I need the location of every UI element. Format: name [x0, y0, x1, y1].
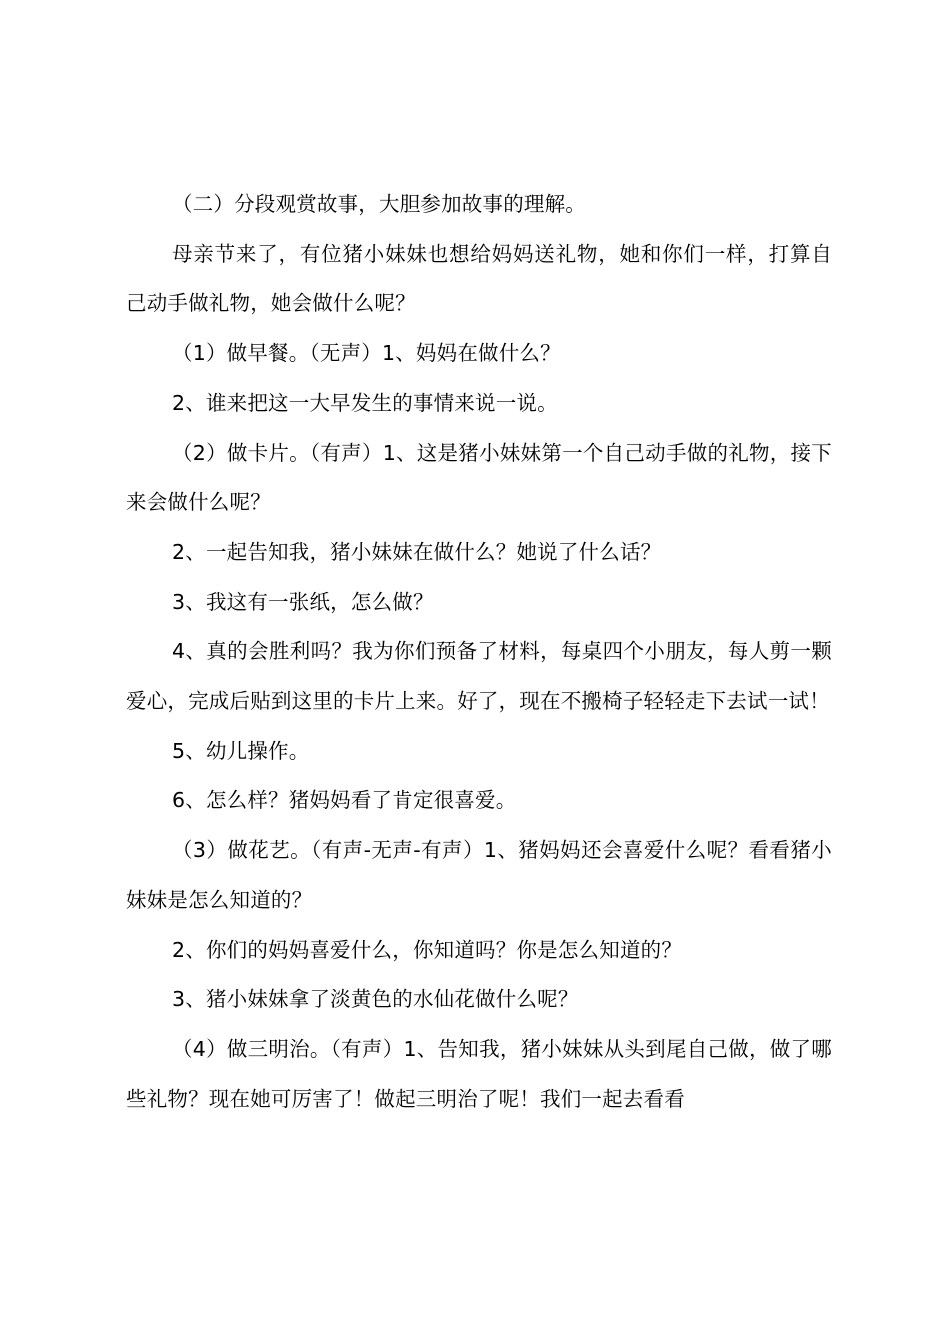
step-card-q4: 4、真的会胜利吗？我为你们预备了材料，每桌四个小朋友，每人剪一颗爱心，完成后贴到这里的卡片上来。好了，现在不搬椅子轻轻走下去试一试！	[126, 639, 832, 714]
step-card-q5: 5、幼儿操作。	[172, 738, 310, 763]
step-breakfast: （1）做早餐。（无声）1、妈妈在做什么？	[172, 341, 561, 366]
step-flower-q2: 2、你们的妈妈喜爱什么，你知道吗？你是怎么知道的？	[172, 937, 683, 962]
paragraph-intro: 母亲节来了，有位猪小妹妹也想给妈妈送礼物，她和你们一样，打算自己动手做礼物，她会做什么呢？	[126, 241, 832, 316]
step-flower-q3: 3、猪小妹妹拿了淡黄色的水仙花做什么呢？	[172, 987, 579, 1012]
step-card: （2）做卡片。（有声）1、这是猪小妹妹第一个自己动手做的礼物，接下来会做什么呢？	[126, 440, 832, 515]
step-card-q2: 2、一起告知我，猪小妹妹在做什么？她说了什么话？	[172, 539, 662, 564]
section-heading: （二）分段观赏故事，大胆参加故事的理解。	[172, 192, 586, 216]
step-breakfast-q2: 2、谁来把这一大早发生的事情来说一说。	[172, 390, 558, 415]
document-body	[126, 180, 832, 1124]
step-card-q3: 3、我这有一张纸，怎么做？	[172, 589, 434, 614]
step-sandwich: （4）做三明治。（有声）1、告知我，猪小妹妹从头到尾自己做，做了哪些礼物？现在她可厉害了！做起三明治了呢！我们一起去看看	[126, 1036, 832, 1111]
step-card-q6: 6、怎么样？猪妈妈看了肯定很喜爱。	[172, 788, 517, 813]
step-flower: （3）做花艺。（有声-无声-有声）1、猪妈妈还会喜爱什么呢？看看猪小妹妹是怎么知道的？	[126, 838, 832, 912]
